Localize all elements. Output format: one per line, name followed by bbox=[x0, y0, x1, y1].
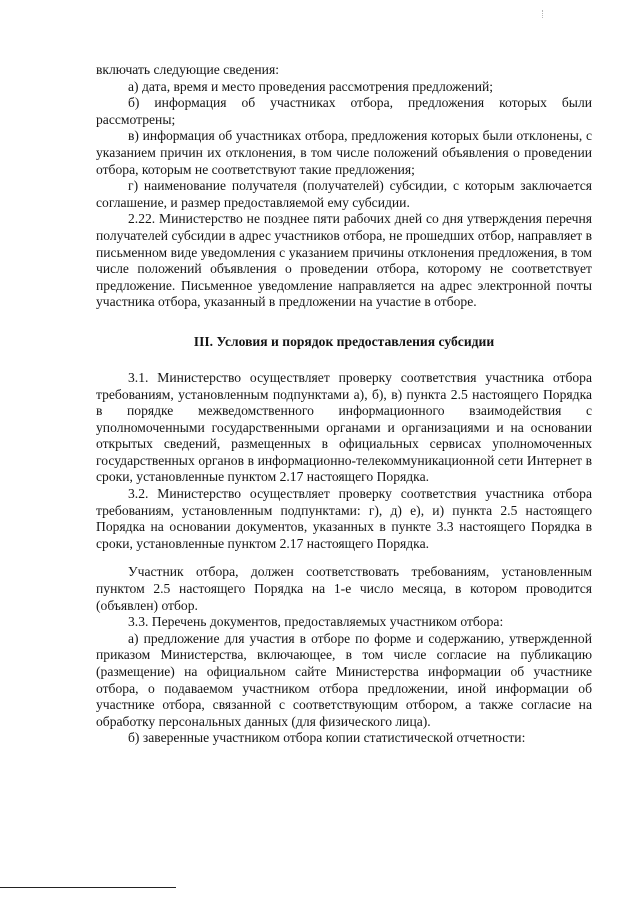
list-item-v: в) информация об участниках отбора, предложения которых были отклонены, с указанием причин их отклонения, в том числе положений объявления о проведении отбора, которым не соответствуют такие предложения; bbox=[96, 128, 592, 177]
paragraph-2-22: 2.22. Министерство не позднее пяти рабочих дней со дня утверждения перечня получателей субсидии в адрес участников отбора, не прошедших отбор, направляет в письменном виде уведомления с указанием причины отклонения предложения, в том числе положений объявления о проведении отбора, которому не соответствует предложение. Письменное уведомление направляется на адрес электронной почты участника отбора, указанный в предложении на участие в отборе. bbox=[96, 211, 592, 310]
margin-mark bbox=[542, 10, 544, 18]
document-page bbox=[96, 62, 592, 747]
list-item-a-docs: а) предложение для участия в отборе по форме и содержанию, утвержденной приказом Министерства, включающее, в том числе согласие на публикацию (размещение) на официальном сайте Министерства информации об участнике отбора, о подаваемом участником отбора предложении, иной информации об участнике отбора, связанной с соответствующим отбором, а также согласие на обработку персональных данных (для физического лица). bbox=[96, 630, 592, 729]
list-item-a: а) дата, время и место проведения рассмотрения предложений; bbox=[128, 78, 494, 94]
section-heading: III. Условия и порядок предоставления субсидии bbox=[193, 333, 495, 349]
paragraph-3-2: 3.2. Министерство осуществляет проверку соответствия участника отбора требованиям, установленным подпунктами: г), д) е), и) пункта 2.5 настоящего Порядка на основании документов, указанных в пункте 3.3 настоящего Порядка в сроки, установленные пунктом 2.17 настоящего Порядка. bbox=[96, 486, 592, 551]
paragraph-3-3: 3.3. Перечень документов, предоставляемых участником отбора: bbox=[128, 614, 504, 630]
paragraph-requirement: Участник отбора, должен соответствовать требованиям, установленным пунктом 2.5 настоящего Порядка на 1-е число месяца, в котором проводится (объявлен) отбор. bbox=[96, 564, 592, 613]
list-item-b-docs: б) заверенные участником отбора копии статистической отчетности: bbox=[128, 730, 526, 746]
list-item-b: б) информация об участниках отбора, предложения которых были рассмотрены; bbox=[96, 95, 592, 127]
paragraph-3-1: 3.1. Министерство осуществляет проверку соответствия участника отбора требованиям, установленным подпунктами а), б), в) пункта 2.5 настоящего Порядка в порядке межведомственного информационного взаимодействия с уполномоченными государственными органами и организациями и на основании открытых сведений, размещенных в официальных сервисах уполномоченных государственных органов в информационно-телекоммуникационной сети Интернет в сроки, установленные пунктом 2.17 настоящего Порядка. bbox=[96, 369, 592, 485]
footnote-rule bbox=[0, 887, 176, 888]
paragraph: включать следующие сведения: bbox=[96, 62, 279, 77]
list-item-g: г) наименование получателя (получателей) субсидии, с которым заключается соглашение, и размер предоставляемой ему субсидии. bbox=[96, 178, 592, 210]
